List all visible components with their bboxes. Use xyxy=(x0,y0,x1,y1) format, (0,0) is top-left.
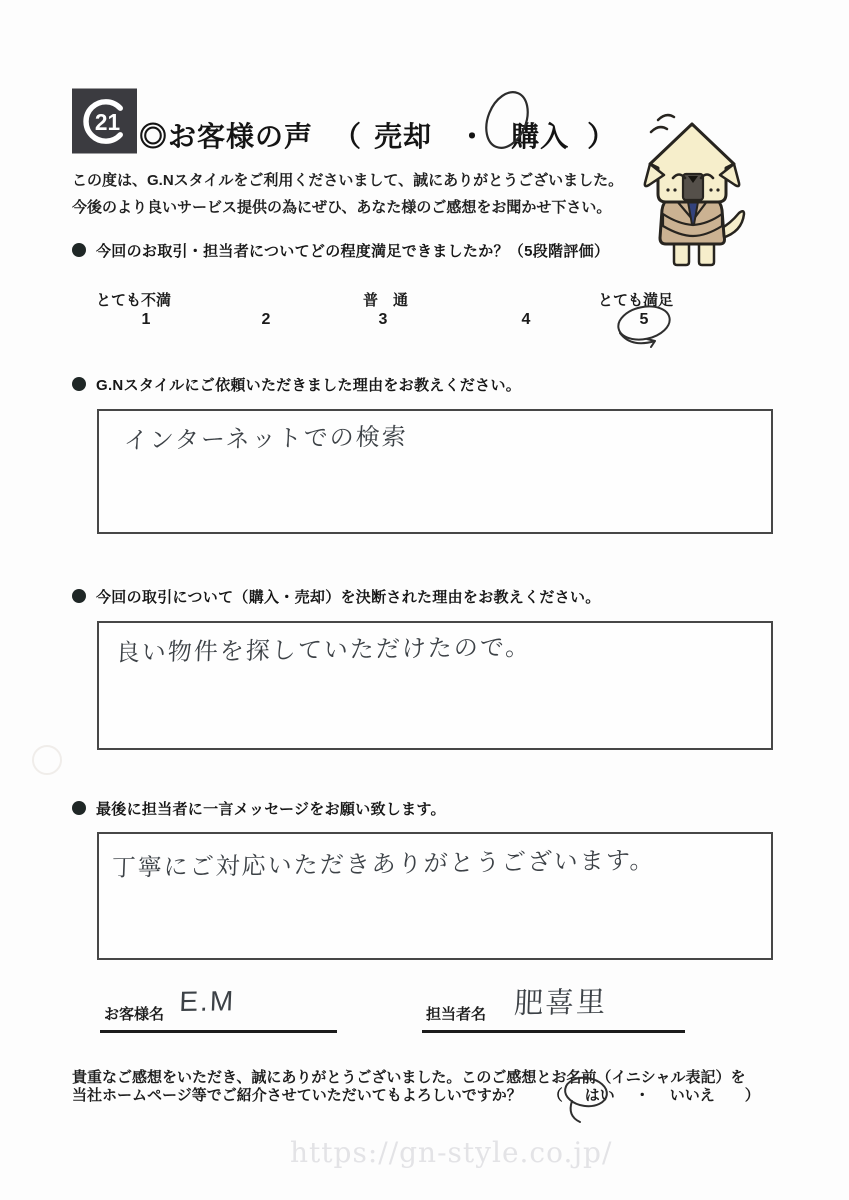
rating-question-row xyxy=(72,240,609,261)
question-1-row xyxy=(72,374,521,395)
consent-question: 当社ホームページ等でご紹介させていただいてもよろしいですか？ xyxy=(72,1087,522,1104)
agent-signature-line xyxy=(422,1030,685,1033)
option-purchase: 購入 xyxy=(511,120,570,152)
watermark-url: https://gn-style.co.jp/ xyxy=(290,1136,613,1169)
title-separator: ・ xyxy=(458,120,488,152)
customer-name-label: お客様名 xyxy=(104,1006,165,1023)
scale-number-2: 2 xyxy=(261,311,271,328)
agent-name-value: 肥喜里 xyxy=(513,986,608,1021)
question-2-prompt: 今回の取引について（購入・売却）を決断された理由をお教えください。 xyxy=(96,589,601,606)
consent-line-1: 貴重なご感想をいただき、誠にありがとうございました。このご感想とお名前（イニシャル表記）を xyxy=(72,1069,746,1086)
customer-name-value: E.M xyxy=(178,985,236,1018)
customer-signature-line xyxy=(100,1030,337,1033)
intro-text xyxy=(72,167,652,221)
title-paren-open: （ xyxy=(333,120,363,152)
scale-label-mid: 普 通 xyxy=(363,292,409,309)
consent-line-2 xyxy=(72,1084,760,1105)
mascot-dog-illustration xyxy=(636,110,748,270)
question-2-row xyxy=(72,586,601,607)
title-prefix: ◎お客様の声 xyxy=(139,120,314,152)
option-yes: はい xyxy=(584,1087,615,1104)
century21-logo-icon xyxy=(72,88,137,154)
scale-label-low: とても不満 xyxy=(96,292,172,309)
consent-paren-close: ） xyxy=(744,1087,760,1104)
motion-line-icon xyxy=(658,115,674,120)
consent-separator: ・ xyxy=(634,1087,650,1104)
scale-number-4: 4 xyxy=(521,311,531,328)
scale-number-3: 3 xyxy=(378,311,388,328)
page-title xyxy=(139,115,616,161)
option-sale: 売却 xyxy=(374,120,433,152)
question-1-prompt: G.Nスタイルにご依頼いただきました理由をお教えください。 xyxy=(96,377,522,394)
handwritten-answer-3: 丁寧にご対応いただきありがとうございます。 xyxy=(111,847,657,882)
handwritten-answer-1: インターネットでの検索 xyxy=(123,423,409,455)
bullet-icon xyxy=(72,377,86,391)
answer-box-3 xyxy=(97,832,773,960)
option-no: いいえ xyxy=(669,1087,715,1104)
bullet-icon xyxy=(72,589,86,603)
motion-line-icon xyxy=(651,127,667,132)
answer-box-1 xyxy=(97,409,773,534)
scale-label-high: とても満足 xyxy=(598,292,674,309)
logo-21-text: 21 xyxy=(94,108,121,135)
intro-line-1: この度は、G.Nスタイルをご利用くださいまして、誠にありがとうございました。 xyxy=(72,172,624,189)
title-paren-close: ） xyxy=(587,120,617,152)
consent-paren-open: （ xyxy=(547,1087,563,1104)
question-3-prompt: 最後に担当者に一言メッセージをお願い致します。 xyxy=(96,801,446,818)
answer-box-2 xyxy=(97,621,773,750)
intro-line-2: 今後のより良いサービス提供の為にぜひ、あなた様のご感想をお聞かせ下さい。 xyxy=(72,199,612,216)
scale-number-1: 1 xyxy=(141,311,151,328)
scale-number-5: 5 xyxy=(639,311,649,328)
century21-logo xyxy=(72,88,137,154)
hole-punch-mark xyxy=(32,745,62,775)
question-3-row xyxy=(72,798,446,819)
handwritten-answer-2: 良い物件を探していただけたので。 xyxy=(115,633,532,667)
rating-question: 今回のお取引・担当者についてどの程度満足できましたか？（5段階評価） xyxy=(96,243,610,260)
bullet-icon xyxy=(72,801,86,815)
agent-name-label: 担当者名 xyxy=(426,1006,487,1023)
bullet-icon xyxy=(72,243,86,257)
